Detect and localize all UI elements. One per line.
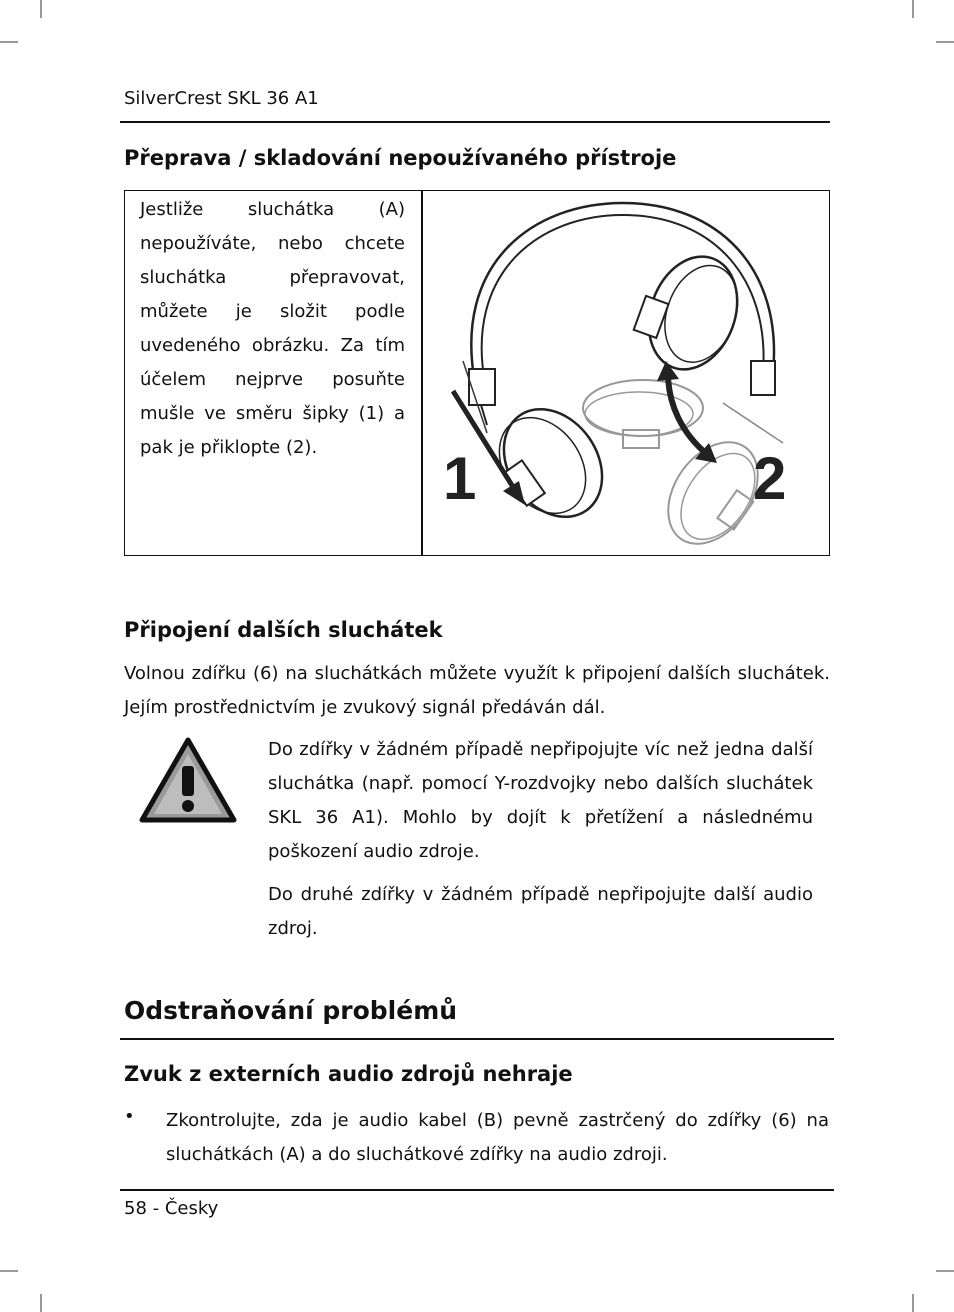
connect-paragraph: Volnou zdířku (6) na sluchátkách můžete využít k připojení dalších sluchátek. Jejím prostřednictvím je zvukový signál předáván dál. <box>124 663 830 718</box>
crop-mark <box>936 1270 954 1272</box>
crop-mark <box>0 1270 18 1272</box>
running-header: SilverCrest SKL 36 A1 <box>124 88 319 109</box>
chapter-title: Odstraňování problémů <box>124 996 458 1025</box>
footer-rule <box>120 1189 834 1191</box>
figure-label-2: 2 <box>753 445 787 512</box>
figure-label-1: 1 <box>443 445 477 512</box>
crop-mark <box>0 41 18 43</box>
crop-mark <box>912 0 914 18</box>
crop-mark <box>912 1294 914 1312</box>
section-heading-sound: Zvuk z externích audio zdrojů nehraje <box>124 1062 573 1086</box>
chapter-rule <box>120 1038 834 1040</box>
section-heading-connect: Připojení dalších sluchátek <box>124 618 443 642</box>
transport-table <box>124 190 830 556</box>
crop-mark <box>40 1294 42 1312</box>
warning-text-2: Do druhé zdířky v žádném případě nepřipojujte další audio zdroj. <box>268 884 813 939</box>
crop-mark <box>936 41 954 43</box>
warning-text-1: Do zdířky v žádném případě nepřipojujte víc než jedna další sluchátka (např. pomocí Y-rozdvojky nebo dalších sluchátek SKL 36 A1). Mohlo by dojít k přetížení a následnému poškození audio zdroje. <box>268 739 813 862</box>
header-rule <box>120 121 830 123</box>
folding-headphones-illustration <box>423 193 829 553</box>
bullet-marker: • <box>124 1106 135 1127</box>
transport-instructions: Jestliže sluchátka (A) nepoužíváte, nebo chcete sluchátka přepravovat, můžete je složit podle uvedeného obrázku. Za tím účelem nejprve posuňte mušle ve směru šipky (1) a pak je přiklopte (2). <box>140 199 405 458</box>
page-footer: 58 - Česky <box>124 1198 219 1219</box>
bullet-item: Zkontrolujte, zda je audio kabel (B) pevně zastrčený do zdířky (6) na sluchátkách (A) a do sluchátkové zdířky na audio zdroji. <box>166 1110 829 1165</box>
warning-triangle-icon <box>138 736 238 824</box>
section-heading-transport: Přeprava / skladování nepoužívaného přístroje <box>124 146 677 170</box>
crop-mark <box>40 0 42 18</box>
